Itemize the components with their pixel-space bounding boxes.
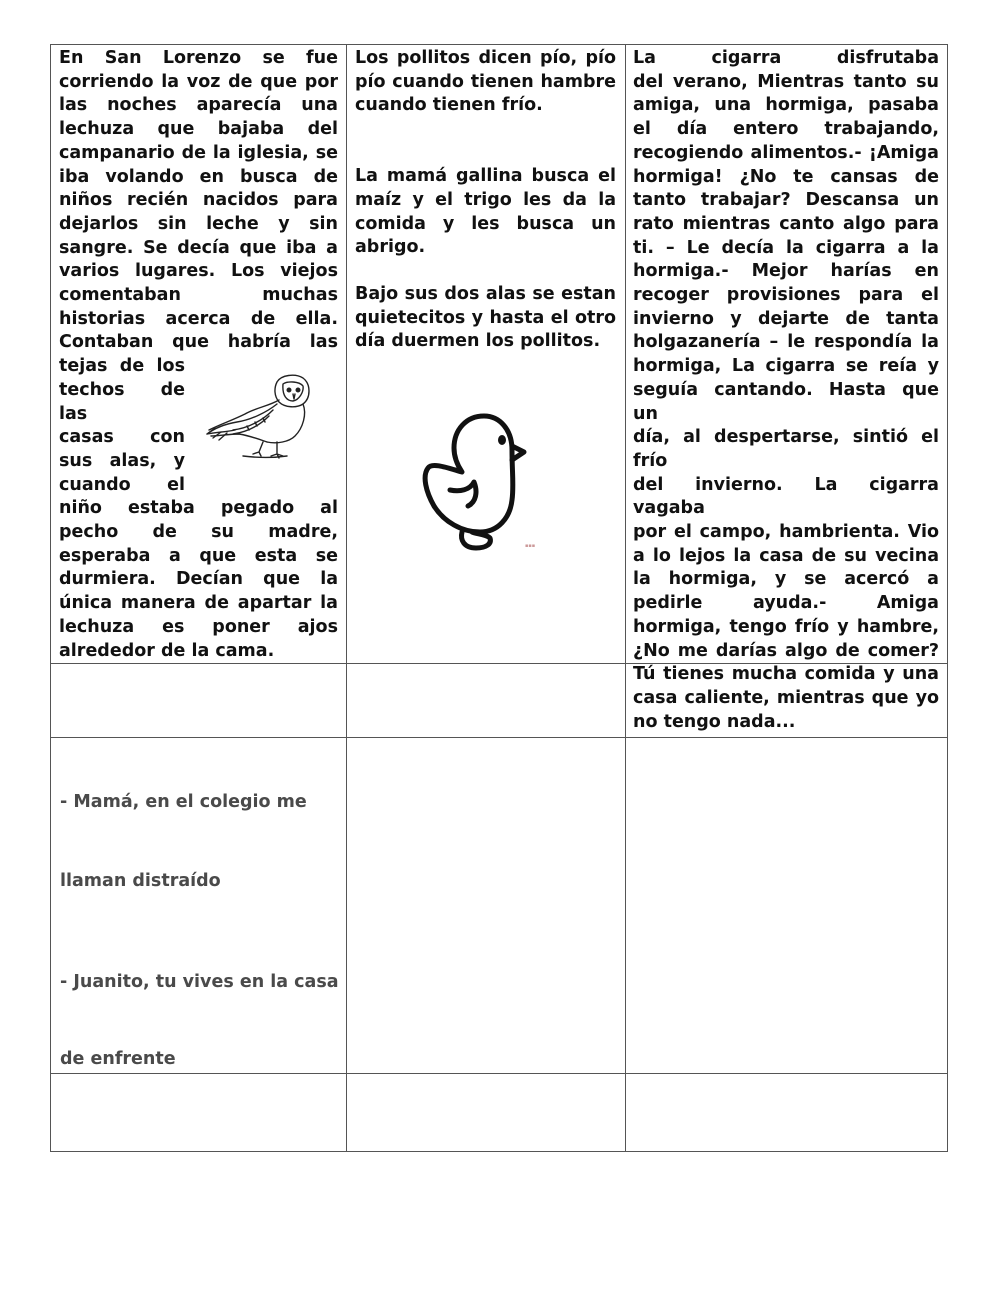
poem-line: abrigo. [355, 237, 426, 258]
fable-line: día, al despertarse, sintió el frío [633, 427, 939, 471]
table-border-col2 [625, 44, 626, 1152]
owl-line: pecho de su madre, [59, 522, 338, 543]
fable-line: pedirle ayuda.- Amiga [633, 593, 939, 614]
fable-line: invierno y dejarte de tanta [633, 308, 939, 329]
fable-line: ¿No me darías algo de comer? [633, 640, 939, 661]
owl-line: iba volando en busca de [59, 166, 338, 187]
tiny-mark: ▪▪▪ [525, 543, 536, 549]
poem-line: Bajo sus dos alas se estan [355, 283, 616, 304]
owl-line: única manera de apartar la [59, 593, 338, 614]
table-border-right [947, 44, 948, 1152]
fable-line: el día entero trabajando, [633, 119, 939, 140]
table-border-row2 [50, 737, 948, 738]
joke-line-1: - Mamá, en el colegio me [60, 792, 307, 812]
owl-line: historias acerca de ella. [59, 308, 338, 329]
joke-line-2: llaman distraído [60, 871, 221, 891]
poem-line: quietecitos y hasta el otro [355, 307, 616, 328]
table-border-row3 [50, 1073, 948, 1074]
fable-line: hormiga, La cigarra se reía y [633, 356, 939, 377]
poem-line: La mamá gallina busca el [355, 166, 616, 187]
owl-line: niños recién nacidos para [59, 190, 338, 211]
owl-line: techos de las [59, 379, 185, 424]
fable-line: del verano, Mientras tanto su [633, 71, 939, 92]
owl-line: sus alas, y [59, 450, 185, 471]
fable-line: tanto trabajar? Descansa un [633, 190, 939, 211]
fable-line: a lo lejos la casa de su vecina [633, 545, 939, 566]
fable-line: hormiga, tengo frío y hambre, [633, 616, 939, 637]
owl-line: niño estaba pegado al [59, 498, 338, 519]
fable-line: Tú tienes mucha comida y una [633, 664, 939, 685]
fable-line: recogiendo alimentos.- ¡Amiga [633, 142, 939, 163]
owl-line: corriendo la voz de que por [59, 71, 338, 92]
owl-line: Contaban que habría las [59, 332, 338, 353]
owl-line: durmiera. Decían que la [59, 569, 338, 590]
owl-line: dejarlos sin leche y sin [59, 213, 338, 234]
poem-line: pío cuando tienen hambre [355, 71, 616, 92]
joke-line-4: de enfrente [60, 1049, 176, 1069]
poem-line: cuando tienen frío. [355, 95, 543, 116]
owl-story [59, 47, 338, 663]
fable-line: no tengo nada... [633, 711, 796, 732]
owl-line: campanario de la iglesia, se [59, 142, 338, 163]
owl-line: sangre. Se decía que iba a [59, 237, 338, 258]
poem-line: maíz y el trigo les da la [355, 189, 616, 210]
owl-line: casas con [59, 427, 185, 448]
poem-line: Los pollitos dicen pío, pío [355, 48, 616, 68]
owl-line: esperaba a que esta se [59, 545, 338, 566]
fable-line: hormiga! ¿No te cansas de [633, 166, 939, 187]
owl-line: varios lugares. Los viejos [59, 261, 338, 282]
owl-line: alrededor de la cama. [59, 640, 275, 661]
fable-line: rato mientras canto algo para [633, 213, 939, 234]
fable-line: amiga, una hormiga, pasaba [633, 95, 939, 116]
chick-drawing [420, 410, 540, 558]
table-border-col1 [346, 44, 347, 1152]
owl-line: lechuza que bajaba del [59, 119, 338, 140]
fable-line: holgazanería – le respondía la [633, 332, 939, 353]
owl-line: En San Lorenzo se fue [59, 48, 338, 68]
table-border-left [50, 44, 51, 1152]
fable-line: seguía cantando. Hasta que un [633, 379, 939, 424]
table-border-bottom [50, 1151, 948, 1152]
fable-line: recoger provisiones para el [633, 285, 939, 306]
owl-line: lechuza es poner ajos [59, 616, 338, 637]
owl-line: tejas de los [59, 356, 185, 377]
fable-line: casa caliente, mientras que yo [633, 687, 939, 708]
fable-line: ti. – Le decía la cigarra a la [633, 237, 939, 258]
ant-fable [633, 47, 939, 734]
chicks-poem [355, 47, 616, 354]
table-border-top [50, 44, 948, 45]
fable-line: la hormiga, y se acercó a [633, 569, 939, 590]
owl-drawing [203, 370, 315, 462]
fable-line: por el campo, hambrienta. Vio [633, 522, 939, 543]
fable-line: del invierno. La cigarra vagaba [633, 474, 939, 519]
fable-line: hormiga.- Mejor harías en [633, 261, 939, 282]
owl-line: comentaban muchas [59, 285, 338, 306]
owl-line: cuando el [59, 474, 185, 495]
owl-line: las noches aparecía una [59, 95, 338, 116]
poem-line: comida y les busca un [355, 213, 616, 234]
fable-line: La cigarra disfrutaba [633, 48, 939, 68]
joke-line-3: - Juanito, tu vives en la casa [60, 972, 339, 992]
poem-line: día duermen los pollitos. [355, 331, 601, 352]
